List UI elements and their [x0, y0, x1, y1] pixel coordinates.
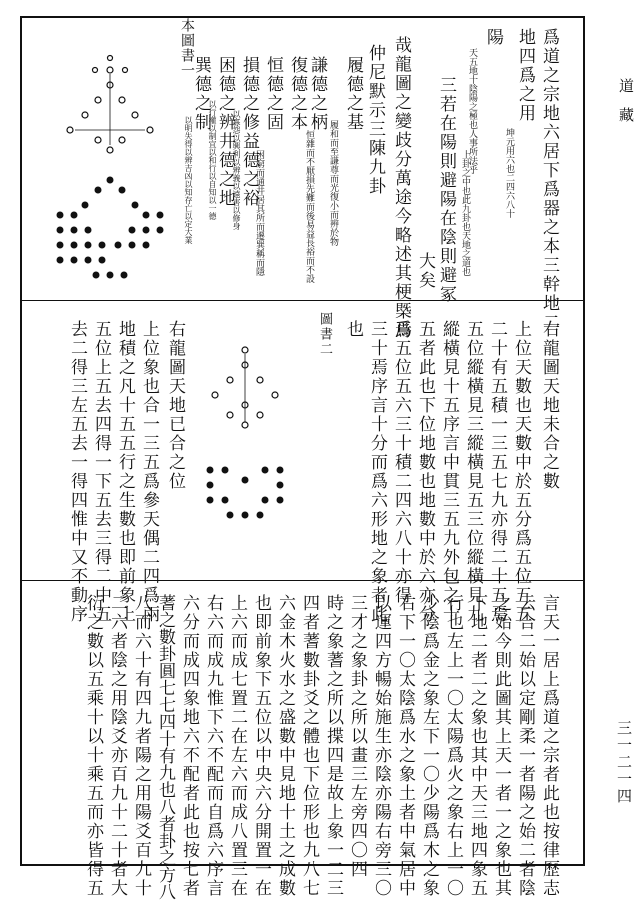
panel3-col-11: 四者蓍數卦爻之體也下位形也九八七: [299, 594, 319, 898]
collection-title: 道藏: [617, 78, 635, 136]
panel2-diagram-caption: 圖書二: [317, 312, 332, 357]
panel3-col-5: 行也左上一〇太陽爲火之象右上一〇: [443, 594, 463, 898]
panel1-note-h: 以寡怨以興利以辨義以遠害以修身: [232, 110, 241, 230]
panel1-note-e: 恒雜而不厭損先難而後易益長裕而不設: [304, 130, 314, 283]
panel1-note-f: 困窮而通井居其所而遷巽稱而隱: [254, 150, 264, 276]
panel1-col-9: 履德之基: [343, 56, 363, 132]
panel3-col-6: 少陰爲金之象左下一〇少陽爲木之象: [419, 594, 439, 898]
panel1-col-14: 困德之辨井德之地: [215, 56, 235, 208]
panel1-col-2: 地四爲之用: [515, 28, 535, 123]
panel1-col-10: 謙德之柄: [307, 56, 327, 132]
panel3-col-2: 云合二始以定剛柔一者陽之始二者陰: [515, 594, 535, 898]
panel2-col-13: 五位上五去四得一下五去三得二中五: [91, 320, 111, 624]
panel3-col-17: 蓍之數卦圓七七四十有九也八者卦之方八: [155, 594, 175, 900]
panel3-col-9: 三才之象卦之所以畫三左旁四〇四: [347, 594, 367, 879]
panel-divider-top: [20, 300, 585, 301]
panel2-col-9: 也: [343, 320, 363, 339]
panel2-col-1: 右龍圖天地未合之數: [539, 320, 559, 491]
panel1-col-15: 巽德之制: [191, 56, 211, 132]
panel1-note-a: 坤元用六也二四六八十: [504, 128, 514, 218]
panel3-col-14: 上六而成七置二在左六而成八置三在: [227, 594, 247, 898]
panel2-col-14: 去二得三左五去一得四惟中又不動序: [67, 320, 87, 624]
panel2-col-3: 二十有五積一三五七九亦得二十五焉: [487, 320, 507, 624]
panel1-col-12: 恒德之固: [263, 56, 283, 132]
panel1-note-g: 以行權以制宜以和行以自知以一德: [208, 100, 217, 220]
panel3-col-18: 八而六十有四九者陽之用陽爻百九十: [131, 594, 151, 898]
panel1-note-i: 以明失得以辨吉凶以知存亡以定大業: [184, 116, 193, 244]
panel1-col-11: 復德之本: [287, 56, 307, 132]
dragon-diagram-one: [40, 40, 180, 290]
panel1-note-d: 履和而至謙尊而光復小而辨於物: [328, 120, 338, 246]
panel3-col-7: 右下一〇太陰爲水之象土者中氣居中: [395, 594, 415, 898]
panel2-col-11: 上位象也合一三五爲參天偶二四爲兩: [139, 320, 159, 624]
panel1-col-13: 損德之修益德之裕: [239, 56, 259, 208]
panel1-col-1b: 大矣: [415, 252, 435, 290]
panel2-col-10: 右龍圖天地已合之位: [165, 320, 185, 491]
panel1-col-4: 三若在陽則避陽在陰則避冢: [436, 76, 456, 304]
panel3-col-12: 六金木火水之盛數中見地十土之成數: [275, 594, 295, 898]
panel1-note-b: 天五地十陰陽之極也人事所法乎: [467, 48, 477, 174]
panel3-col-8: 以運四方暢始施生亦陰亦陽右旁三〇: [371, 594, 391, 898]
page-number: 三一二一四: [615, 720, 633, 805]
panel3-col-19: 二六者陰之用陰爻亦百九十二十者大: [107, 594, 127, 898]
panel3-col-20: 衍之數以五乘十以十乘五而亦皆得五: [83, 594, 103, 898]
panel2-col-4: 五位縱橫見三縱橫見五三位縱橫見九: [463, 320, 483, 624]
panel3-col-1: 言天一居上爲道之宗者此也按律歷志: [539, 594, 559, 898]
dragon-diagram-two: [190, 330, 300, 530]
panel2-col-8: 三十焉序言十分而爲六形地之象者此: [367, 320, 387, 624]
panel2-col-7: 爲五位五六三十積二四六八十亦得: [391, 320, 411, 605]
panel1-col-7: 哉龍圖之變歧分萬途今略述其梗槩焉: [391, 36, 411, 340]
panel3-col-15: 右六而成九惟下六不配而自爲六序言: [203, 594, 223, 898]
panel2-col-5: 縱橫見十五序言中貫三五九外包之十: [439, 320, 459, 624]
panel3-col-3: 之始今則此圖其上天一者一之象也其: [491, 594, 511, 898]
panel3-col-16: 六分而成四象地六不配者此也按七者: [179, 594, 199, 898]
panel2-col-12: 地積之凡十五五行之生數也即前象上: [115, 320, 135, 624]
panel1-col-1: 爲道之宗地六居下爲器之本三幹地二: [539, 28, 559, 332]
panel1-note-c: 上卦之中也此九卦也天地之道也: [460, 150, 470, 276]
panel1-col-8: 仲尼默示三陳九卦: [365, 44, 385, 196]
panel3-col-4: 下地二者二之象也其中天三地四象五: [467, 594, 487, 898]
panel1-diagram-caption: 本圖書一: [179, 18, 195, 78]
panel2-col-6: 五者此也下位地數也地數中於六亦分: [415, 320, 435, 624]
panel3-col-10: 時之象蓍之所以揲四是故上象一二三: [323, 594, 343, 898]
panel1-col-3: 陽: [483, 28, 503, 47]
panel2-col-2: 上位天數也天數中於五分爲五位五五: [511, 320, 531, 624]
panel3-col-13: 也即前象下五位以中央六分開置一在: [251, 594, 271, 898]
